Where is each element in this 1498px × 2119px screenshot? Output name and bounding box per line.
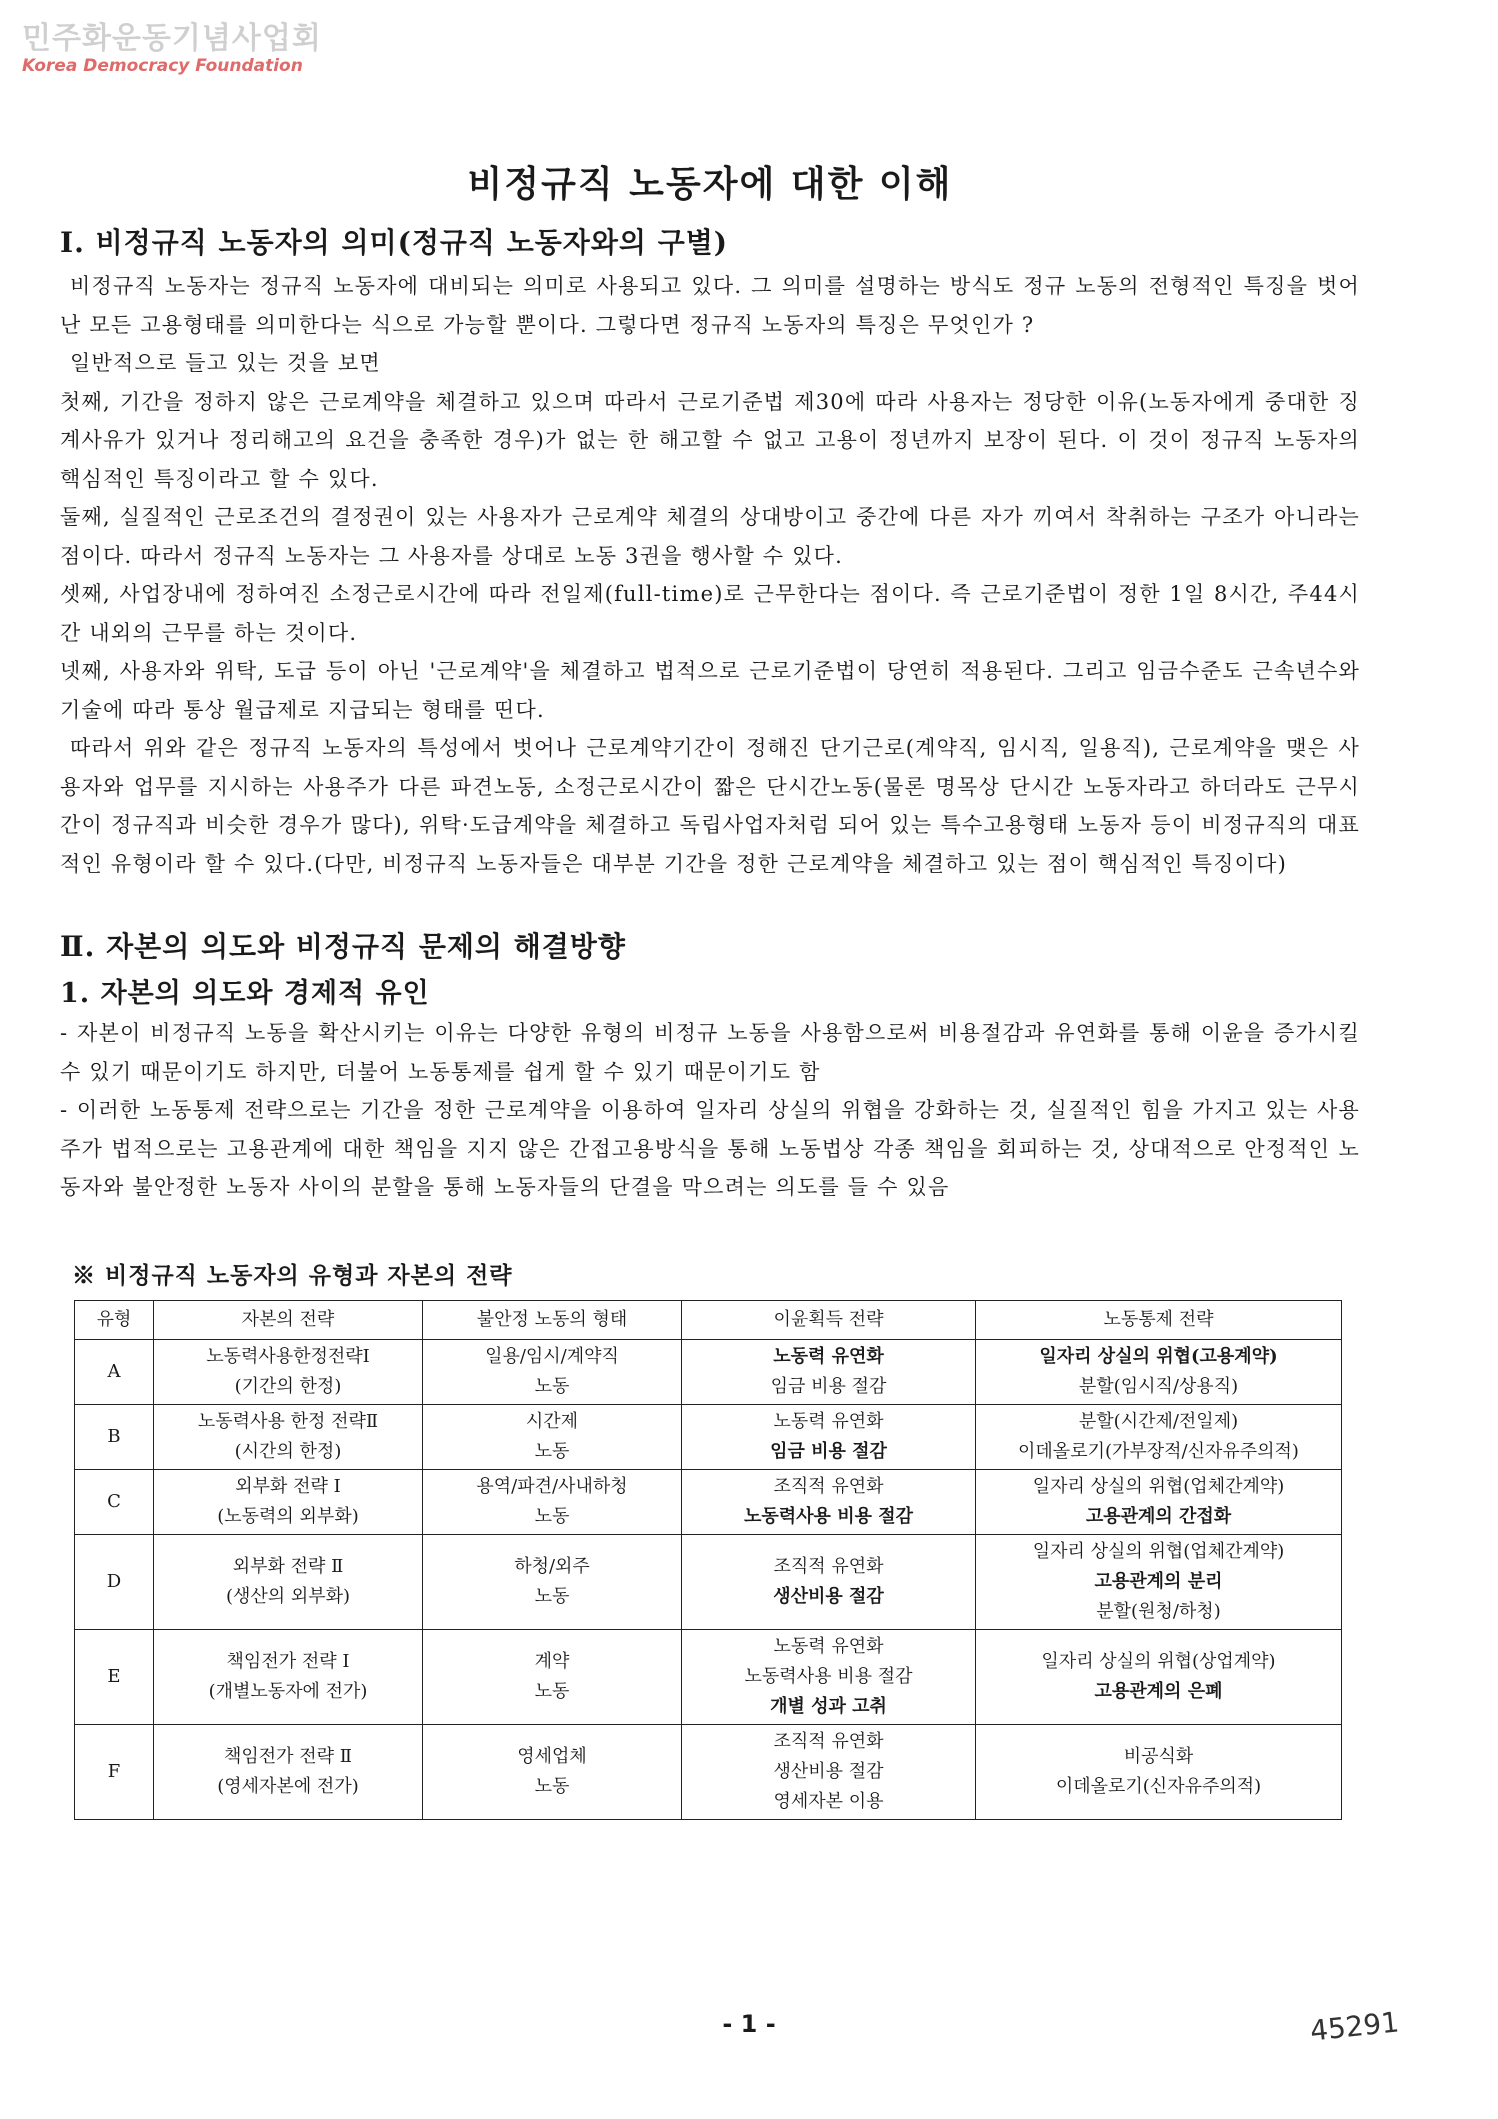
- cell-line: 시간제: [525, 1410, 579, 1432]
- column-header: 이윤획득 전략: [682, 1300, 976, 1339]
- cell-type: E: [75, 1629, 154, 1724]
- cell-line: 일자리 상실의 위협(고용계약): [1039, 1345, 1278, 1367]
- cell-line: 하청/외주: [514, 1555, 590, 1577]
- cell-control: [976, 1469, 1342, 1534]
- watermark-logo: [22, 22, 322, 76]
- cell-line: 노동: [534, 1775, 570, 1797]
- cell-line: 노동: [534, 1585, 570, 1607]
- cell-line: 생산비용 절감: [773, 1760, 884, 1782]
- cell-profit: [682, 1469, 976, 1534]
- strategy-table: [74, 1300, 1342, 1820]
- section2-heading: Ⅱ. 자본의 의도와 비정규직 문제의 해결방향: [60, 930, 626, 963]
- cell-strategy: [154, 1404, 423, 1469]
- page-number: - 1 -: [722, 2010, 776, 2038]
- cell-line: (영세자본에 전가): [217, 1775, 359, 1797]
- cell-line: 일자리 상실의 위협(상업계약): [1041, 1650, 1276, 1672]
- table-row: [75, 1404, 1342, 1469]
- cell-form: [423, 1724, 682, 1819]
- cell-line: 조직적 유연화: [773, 1730, 884, 1752]
- cell-profit: [682, 1534, 976, 1629]
- cell-profit: [682, 1339, 976, 1404]
- cell-line: 노동력사용 비용 절감: [743, 1505, 914, 1527]
- section2-paragraph: - 자본이 비정규직 노동을 확산시키는 이유는 다양한 유형의 비정규 노동을 사용함으로써 비용절감과 유연화를 통해 이윤을 증가시킬 수 있기 때문이기도 하지만, 더불어 노동통제를 쉽게 할 수 있기 때문이기도 함: [60, 1021, 1360, 1084]
- cell-line: 책임전가 전략 Ⅱ: [223, 1745, 352, 1767]
- cell-line: 노동력사용 비용 절감: [744, 1665, 913, 1687]
- cell-line: 이데올로기(가부장적/신자유주의적): [1018, 1440, 1299, 1462]
- cell-line: 노동: [534, 1375, 570, 1397]
- cell-line: 조직적 유연화: [773, 1555, 884, 1577]
- cell-control: [976, 1404, 1342, 1469]
- cell-profit: [682, 1724, 976, 1819]
- cell-line: 노동: [534, 1680, 570, 1702]
- cell-line: 고용관계의 분리: [1094, 1570, 1223, 1592]
- column-header: 자본의 전략: [154, 1300, 423, 1339]
- cell-line: 생산비용 절감: [773, 1585, 884, 1607]
- section1-heading: Ⅰ. 비정규직 노동자의 의미(정규직 노동자와의 구별): [60, 226, 729, 259]
- table-row: [75, 1339, 1342, 1404]
- cell-line: (개별노동자에 전가): [208, 1680, 368, 1702]
- table-header-row: [75, 1300, 1342, 1339]
- cell-line: 비공식화: [1123, 1745, 1194, 1767]
- cell-control: [976, 1629, 1342, 1724]
- handwritten-note: 45291: [1308, 2005, 1401, 2048]
- cell-line: 노동력 유연화: [773, 1635, 884, 1657]
- cell-strategy: [154, 1534, 423, 1629]
- cell-profit: [682, 1404, 976, 1469]
- cell-form: [423, 1534, 682, 1629]
- table-row: [75, 1724, 1342, 1819]
- cell-line: (노동력의 외부화): [217, 1505, 359, 1527]
- cell-profit: [682, 1629, 976, 1724]
- section1-paragraph: 비정규직 노동자는 정규직 노동자에 대비되는 의미로 사용되고 있다. 그 의미를 설명하는 방식도 정규 노동의 전형적인 특징을 벗어난 모든 고용형태를 의미한다는 식으로 가능할 뿐이다. 그렇다면 정규직 노동자의 특징은 무엇인가 ?: [60, 274, 1360, 337]
- cell-line: 일자리 상실의 위협(업체간계약): [1032, 1475, 1285, 1497]
- cell-line: 조직적 유연화: [773, 1475, 884, 1497]
- section2-subheading: 1. 자본의 의도와 경제적 유인: [60, 978, 430, 1009]
- cell-line: 노동력 유연화: [773, 1345, 884, 1367]
- cell-form: [423, 1339, 682, 1404]
- cell-line: 분할(원청/하청): [1096, 1600, 1221, 1622]
- cell-line: 노동력사용 한정 전략Ⅱ: [197, 1410, 379, 1432]
- cell-strategy: [154, 1629, 423, 1724]
- cell-form: [423, 1469, 682, 1534]
- cell-type: B: [75, 1404, 154, 1469]
- cell-line: 계약: [534, 1650, 570, 1672]
- cell-line: 일용/임시/계약직: [485, 1345, 619, 1367]
- cell-line: 영세업체: [517, 1745, 587, 1767]
- cell-type: D: [75, 1534, 154, 1629]
- cell-control: [976, 1339, 1342, 1404]
- section2-paragraph: - 이러한 노동통제 전략으로는 기간을 정한 근로계약을 이용하여 일자리 상실의 위협을 강화하는 것, 실질적인 힘을 가지고 있는 사용주가 법적으로는 고용관계에 대한 책임을 지지 않은 간접고용방식을 통해 노동법상 각종 책임을 회피하는 것, 상대적으로 안정적인 노동자와 불안정한 노동자 사이의 분할을 통해 노동자들의 단결을 막으려는 의도를 들 수 있음: [60, 1098, 1360, 1199]
- cell-line: 노동: [534, 1440, 570, 1462]
- table-row: [75, 1469, 1342, 1534]
- cell-form: [423, 1629, 682, 1724]
- watermark-korean: 민주화운동기념사업회: [22, 21, 322, 56]
- table-row: [75, 1534, 1342, 1629]
- cell-type: A: [75, 1339, 154, 1404]
- cell-line: 일자리 상실의 위협(업체간계약): [1032, 1540, 1285, 1562]
- document-page: [60, 150, 1360, 1820]
- cell-line: 외부화 전략 Ⅰ: [235, 1475, 341, 1497]
- cell-form: [423, 1404, 682, 1469]
- cell-line: (생산의 외부화): [225, 1585, 351, 1607]
- cell-strategy: [154, 1339, 423, 1404]
- section1-paragraph: 넷째, 사용자와 위탁, 도급 등이 아닌 '근로계약'을 체결하고 법적으로 근로기준법이 당연히 적용된다. 그리고 임금수준도 근속년수와 기술에 따라 통상 월급제로 지급되는 형태를 띤다.: [60, 659, 1360, 722]
- cell-strategy: [154, 1469, 423, 1534]
- cell-line: (시간의 한정): [234, 1440, 342, 1462]
- cell-line: 노동: [534, 1505, 570, 1527]
- cell-line: 임금 비용 절감: [770, 1440, 887, 1462]
- cell-line: (기간의 한정): [234, 1375, 342, 1397]
- cell-line: 이데올로기(신자유주의적): [1055, 1775, 1262, 1797]
- cell-line: 영세자본 이용: [773, 1790, 884, 1812]
- cell-type: F: [75, 1724, 154, 1819]
- table-title: ※ 비정규직 노동자의 유형과 자본의 전략: [72, 1261, 513, 1289]
- column-header: 불안정 노동의 형태: [423, 1300, 682, 1339]
- cell-type: C: [75, 1469, 154, 1534]
- cell-line: 임금 비용 절감: [770, 1375, 887, 1397]
- cell-line: 분할(임시직/상용직): [1078, 1375, 1239, 1397]
- cell-strategy: [154, 1724, 423, 1819]
- cell-line: 고용관계의 은폐: [1094, 1680, 1223, 1702]
- cell-line: 분할(시간제/전일제): [1078, 1410, 1239, 1432]
- column-header: 노동통제 전략: [976, 1300, 1342, 1339]
- cell-line: 노동력 유연화: [773, 1410, 884, 1432]
- cell-control: [976, 1534, 1342, 1629]
- section1-paragraph: 둘째, 실질적인 근로조건의 결정권이 있는 사용자가 근로계약 체결의 상대방이고 중간에 다른 자가 끼여서 착취하는 구조가 아니라는 점이다. 따라서 정규직 노동자는 그 사용자를 상대로 노동 3권을 행사할 수 있다.: [60, 505, 1360, 568]
- section1-paragraph: 첫째, 기간을 정하지 않은 근로계약을 체결하고 있으며 따라서 근로기준법 제30에 따라 사용자는 정당한 이유(노동자에게 중대한 징계사유가 있거나 정리해고의 요건을 충족한 경우)가 없는 한 해고할 수 없고 고용이 정년까지 보장이 된다. 이 것이 정규직 노동자의 핵심적인 특징이라고 할 수 있다.: [60, 389, 1360, 491]
- section1-paragraph: 일반적으로 들고 있는 것을 보면: [70, 351, 381, 375]
- document-title: 비정규직 노동자에 대한 이해: [467, 163, 953, 205]
- table-row: [75, 1629, 1342, 1724]
- column-header: 유형: [75, 1300, 154, 1339]
- section1-paragraph: 셋째, 사업장내에 정하여진 소정근로시간에 따라 전일제(full-time)로 근무한다는 점이다. 즉 근로기준법이 정한 1일 8시간, 주44시간 내외의 근무를 하는 것이다.: [60, 582, 1360, 645]
- cell-line: 책임전가 전략 Ⅰ: [226, 1650, 350, 1672]
- cell-line: 개별 성과 고취: [770, 1695, 887, 1717]
- cell-line: 노동력사용한정전략Ⅰ: [206, 1345, 370, 1367]
- cell-line: 용역/파견/사내하청: [476, 1475, 628, 1497]
- cell-control: [976, 1724, 1342, 1819]
- section1-paragraph: 따라서 위와 같은 정규직 노동자의 특성에서 벗어나 근로계약기간이 정해진 단기근로(계약직, 임시직, 일용직), 근로계약을 맺은 사용자와 업무를 지시하는 사용주가 다른 파견노동, 소정근로시간이 짧은 단시간노동(물론 명목상 단시간 노동자라고 하더라도 근무시간이 정규직과 비슷한 경우가 많다), 위탁·도급계약을 체결하고 독립사업자처럼 되어 있는 특수고용형태 노동자 등이 비정규직의 대표적인 유형이라 할 수 있다.(다만, 비정규직 노동자들은 대부분 기간을 정한 근로계약을 체결하고 있는 점이 핵심적인 특징이다): [60, 736, 1360, 876]
- cell-line: 고용관계의 간접화: [1085, 1505, 1232, 1527]
- watermark-english: Korea Democracy Foundation: [22, 56, 303, 76]
- cell-line: 외부화 전략 Ⅱ: [232, 1555, 344, 1577]
